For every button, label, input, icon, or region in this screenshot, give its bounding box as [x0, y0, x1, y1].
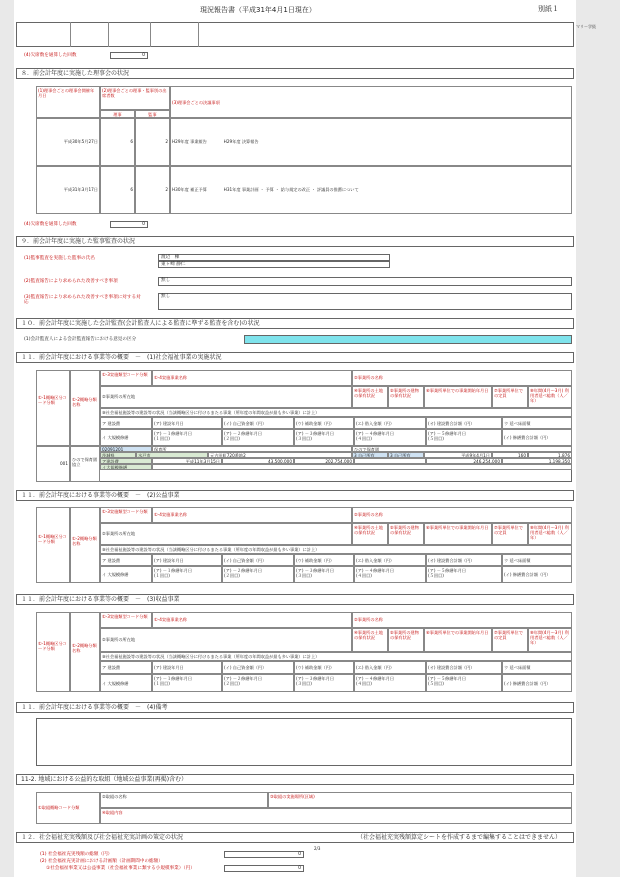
- p-r1-3: (ウ) 補助金額（円）: [294, 554, 354, 566]
- row-city[interactable]: 水戸市: [136, 452, 208, 458]
- p-r1-6: ウ 延べ床面積: [502, 554, 572, 566]
- col-riji: 理事: [100, 110, 135, 118]
- h-initiative-place: ③取組の実施場所(区域): [268, 792, 572, 808]
- report-title: 現況報告書（平成31年4月1日現在）: [200, 6, 316, 14]
- h2-land: ④事業所の土地の保有状況: [352, 523, 388, 545]
- row-floor: 1,198.350: [502, 458, 572, 464]
- row-repair-values: [152, 464, 572, 470]
- q-r2-4: (ア) －４修繕年月日 (４回目): [354, 674, 426, 692]
- h-building: ⑤事業所の建物の保有状況: [388, 386, 424, 408]
- auditor-label: (1)監事監査を実施した監事の氏名: [24, 256, 95, 261]
- col-attendance: (2)理事会ごとの理事・監事別の出席者数: [100, 86, 170, 110]
- h2-start: ⑥事業所単位での事業開始年月日: [424, 523, 492, 545]
- row-land[interactable]: 3 自己所有: [352, 452, 388, 458]
- section-11-1-title: １１．前会計年度における事業等の概要 － (1)社会福祉事業の実施状況: [16, 352, 574, 363]
- s12-note: （社会福祉充実残額算定シートを作成するまで編集することはできません）: [356, 834, 561, 841]
- q-r2-2: (ア) －２修繕年月日 (２回目): [222, 674, 294, 692]
- r1-2: (イ) 自己資金額（円）: [222, 417, 294, 429]
- q-r1-1: (ア) 建設年月日: [152, 661, 222, 674]
- s12-title-text: １２．社会福祉充実残額及び社会福祉充実計画の策定の状況: [21, 834, 184, 841]
- h-class-code: ①-1概略区分コード分類: [36, 370, 70, 446]
- q-r1-3: (ウ) 補助金額（円）: [294, 661, 354, 674]
- h3-building: ⑤事業所の建物の保有状況: [388, 628, 424, 652]
- q-r1-0: ア 建設費: [100, 661, 152, 674]
- row-build-date: 平成11年3月15日: [152, 458, 222, 464]
- q-r2-5: (ア) －５修繕年月日 (５回目): [426, 674, 502, 692]
- r2-1: (ア) －１修繕年月日 (１回目): [152, 429, 222, 446]
- top-absent-value[interactable]: 0: [110, 52, 148, 59]
- row-code[interactable]: 02091201: [100, 446, 152, 452]
- h3-users: ⑧年間(4月～3月) 利用者延べ総数（人／年）: [528, 628, 572, 652]
- p-r2-1: (ア) －１修繕年月日 (１回目): [152, 566, 222, 583]
- prev-table-bottom: [16, 22, 574, 47]
- r2-0: イ 大規模修繕: [100, 429, 152, 446]
- r1-6: ウ 延べ床面積: [502, 417, 572, 429]
- section-11-2-title: １１．前会計年度における事業等の概要 － (2)公益事業: [16, 490, 574, 501]
- meeting-2-kanji: 2: [135, 166, 170, 214]
- meeting-1-date: 平成30年5月27日: [36, 118, 100, 166]
- h3-impl-name: ①-4実施事業名称: [152, 612, 352, 628]
- improvement-value[interactable]: 無し: [158, 277, 572, 286]
- h3-class-name: ①-2概略分類名称: [70, 612, 100, 692]
- r2-5: (ア) －５修繕年月日 (５回目): [426, 429, 502, 446]
- audit-opinion-select[interactable]: [244, 335, 572, 344]
- p-r2-4: (ア) －４修繕年月日 (４回目): [354, 566, 426, 583]
- section-9-title: ９．前会計年度に実施した監事監査の状況: [16, 236, 574, 247]
- s12-plan-welfare-label: ①社会福祉事業又は公益事業（社会福祉事業に類する小規模事業）（円）: [46, 866, 195, 871]
- h-facility-name: ②事業所の名称: [352, 370, 572, 386]
- row-capacity: 160: [492, 452, 528, 458]
- h2-build-status: ⑨社会福祉施設等の建設等の状況（当該概略区分に付けるまたる事業（所年度の年間収益が最も多い事業）に計上）: [100, 545, 572, 554]
- meeting-2-riji: 6: [100, 166, 135, 214]
- h-initiative-name: ②取組の名称: [100, 792, 268, 808]
- side-note: マリー学級: [576, 24, 596, 29]
- row-address: 元吉田町720番地2: [208, 452, 352, 458]
- h-facility-location: ②事業所の所在地: [100, 386, 352, 408]
- s12-total-label: (1) 社会福祉充実残額の総額（円）: [40, 852, 113, 857]
- remarks-textarea[interactable]: [36, 718, 572, 766]
- section-8-title: ８．前会計年度に実施した理事会の状況: [16, 68, 574, 79]
- q-r2-0: イ 大規模修繕: [100, 674, 152, 692]
- h-build-status: ⑨社会福祉施設等の建設等の状況（当該概略区分に付けるまたる事業（所年度の年間収益が最も多い事業）に計上）: [100, 408, 572, 417]
- r2-4: (ア) －４修繕年月日 (４回目): [354, 429, 426, 446]
- h-capacity: ⑦事業所単位での定員: [492, 386, 528, 408]
- h2-location: ②事業所の所在地: [100, 523, 352, 545]
- h2-impl-name: ①-4実施事業名称: [152, 507, 352, 523]
- s12-plan-label: (2) 社会福祉充実計画における計画額（計画期間中の総額）: [40, 859, 163, 864]
- q-r1-2: (イ) 自己資金額（円）: [222, 661, 294, 674]
- h-initiative-content: ④取組内容: [100, 808, 572, 824]
- section-12-title: [16, 832, 574, 843]
- section-11b-title: 11-2. 地域における公益的な取組（地域公益事業(再掲)含む）: [16, 774, 574, 785]
- p-r2-6: (イ) 修繕費合計額（円）: [502, 566, 572, 583]
- row-own-funds: 43,500,000: [222, 458, 294, 464]
- s8-absent-label: (4)欠席数を通算した回数: [24, 222, 77, 227]
- h3-location: ②事業所の所在地: [100, 628, 352, 652]
- col-resolutions: (3)理事会ごとの決議事項: [170, 86, 572, 118]
- row-no: 001: [36, 446, 70, 482]
- report-page: [14, 0, 576, 877]
- page-number: 2/3: [314, 846, 321, 851]
- h-class-name: ①-2概略分類名称: [70, 370, 100, 446]
- r2-6: (イ) 修繕費合計額（円）: [502, 429, 572, 446]
- p-r1-4: (エ) 借入金額（円）: [354, 554, 426, 566]
- p-r1-5: (オ) 建設費合計額（円）: [426, 554, 502, 566]
- r1-5: (オ) 建設費合計額（円）: [426, 417, 502, 429]
- s8-absent-value[interactable]: 0: [110, 221, 148, 228]
- row-total: 246,254,000: [426, 458, 502, 464]
- h2-users: ⑧年間(4月～3月) 利用者延べ総数（人／年）: [528, 523, 572, 545]
- annex-label: 別紙１: [538, 5, 559, 13]
- h-impl-name: ①-4実施事業名称: [152, 370, 352, 386]
- row-building[interactable]: 3 自己所有: [388, 452, 424, 458]
- h-start-date: ⑥事業所単位での事業開始年月日: [424, 386, 492, 408]
- row-repair-label: イ大規模修繕: [100, 464, 152, 470]
- h-impl-code: ①-3実施類型コード分類: [100, 370, 152, 386]
- row-build-label: ア建設費: [100, 458, 152, 464]
- row-start: 平成9年4月1日: [424, 452, 492, 458]
- q-r1-4: (エ) 借入金額（円）: [354, 661, 426, 674]
- auditor-2[interactable]: 東ヶ崎 静仁: [158, 261, 390, 268]
- meeting-1-items: H29年度 事業報告 H29年度 決算報告: [170, 118, 572, 166]
- q-r2-6: (イ) 修繕費合計額（円）: [502, 674, 572, 692]
- response-label: (3)監査報告により求められた改善すべき事項に対する対応: [24, 295, 141, 305]
- row-type-name: 保育所: [152, 446, 352, 452]
- p-r2-5: (ア) －５修繕年月日 (５回目): [426, 566, 502, 583]
- p-r1-1: (ア) 建設年月日: [152, 554, 222, 566]
- h3-capacity: ⑦事業所単位での定員: [492, 628, 528, 652]
- h2-impl-code: ①-3実施類型コード分類: [100, 507, 152, 523]
- p-r2-0: イ 大規模修繕: [100, 566, 152, 583]
- response-value[interactable]: 無し: [158, 293, 572, 310]
- h-initiative-code: ①取組概略コード分類: [36, 792, 100, 824]
- audit-opinion-label: (1)会計監査人による会計監査報告における意見の区分: [24, 337, 137, 342]
- meeting-2-items: H30年度 補正予算 H31年度 事業計画 ・ 予算 ・ 給与規定の改正 ・ 評議員の推薦について: [170, 166, 572, 214]
- section-11-4-title: １１．前会計年度における事業等の概要 － (4)備考: [16, 702, 574, 713]
- row-category: ひので保育園協立: [70, 446, 100, 482]
- col-meeting-date: (1)理事会ごとの理事会開催年月日: [36, 86, 100, 118]
- h3-class-code: ①-1概略区分コード分類: [36, 612, 70, 692]
- meeting-2-date: 平成31年3月17日: [36, 166, 100, 214]
- h3-start: ⑥事業所単位での事業開始年月日: [424, 628, 492, 652]
- r2-2: (ア) －２修繕年月日 (２回目): [222, 429, 294, 446]
- auditor-1[interactable]: 渡辺 棟: [158, 254, 390, 261]
- q-r1-6: ウ 延べ床面積: [502, 661, 572, 674]
- h2-class-name: ①-2概略分類名称: [70, 507, 100, 583]
- top-absent-label: (4)欠席数を通算した回数: [24, 53, 77, 58]
- col-kanji: 監事: [135, 110, 170, 118]
- h2-capacity: ⑦事業所単位での定員: [492, 523, 528, 545]
- q-r1-5: (オ) 建設費合計額（円）: [426, 661, 502, 674]
- r1-4: (エ) 借入金額（円）: [354, 417, 426, 429]
- section-11-3-title: １１．前会計年度における事業等の概要 － (3)収益事業: [16, 594, 574, 605]
- meeting-1-riji: 6: [100, 118, 135, 166]
- r2-3: (ア) －３修繕年月日 (３回目): [294, 429, 354, 446]
- q-r2-1: (ア) －１修繕年月日 (１回目): [152, 674, 222, 692]
- improvement-label: (2)監査報告により求められた改善すべき事項: [24, 279, 118, 284]
- p-r1-0: ア 建設費: [100, 554, 152, 566]
- row-pref[interactable]: 茨城県: [100, 452, 136, 458]
- p-r2-2: (ア) －２修繕年月日 (２回目): [222, 566, 294, 583]
- h2-facility-name: ②事業所の名称: [352, 507, 572, 523]
- s12-plan-welfare-value[interactable]: 0: [224, 865, 304, 872]
- q-r2-3: (ア) －３修繕年月日 (３回目): [294, 674, 354, 692]
- r1-1: (ア) 建設年月日: [152, 417, 222, 429]
- meeting-1-kanji: 2: [135, 118, 170, 166]
- s12-total-value[interactable]: 0: [224, 851, 304, 858]
- h-land: ④事業所の土地の保有状況: [352, 386, 388, 408]
- h3-build-status: ⑨社会福祉施設等の建設等の状況（当該概略区分に付けるまたる事業（所年度の年間収益が最も多い事業）に計上）: [100, 652, 572, 661]
- p-r1-2: (イ) 自己資金額（円）: [222, 554, 294, 566]
- row-facility: ひので保育園: [352, 446, 572, 452]
- h3-impl-code: ①-3実施類型コード分類: [100, 612, 152, 628]
- h2-building: ⑤事業所の建物の保有状況: [388, 523, 424, 545]
- row-subsidy: 202,754,000: [294, 458, 354, 464]
- h2-class-code: ①-1概略区分コード分類: [36, 507, 70, 583]
- section-10-title: １０．前会計年度に実施した会計監査(会計監査人による監査に準ずる監査を含む)の状況: [16, 318, 574, 329]
- row-users: 1,876: [528, 452, 572, 458]
- r1-0: ア 建設費: [100, 417, 152, 429]
- r1-3: (ウ) 補助金額（円）: [294, 417, 354, 429]
- h-users: ⑧年間(4月～3月) 利用者延べ総数（人／年）: [528, 386, 572, 408]
- h3-land: ④事業所の土地の保有状況: [352, 628, 388, 652]
- h3-facility-name: ②事業所の名称: [352, 612, 572, 628]
- p-r2-3: (ア) －３修繕年月日 (３回目): [294, 566, 354, 583]
